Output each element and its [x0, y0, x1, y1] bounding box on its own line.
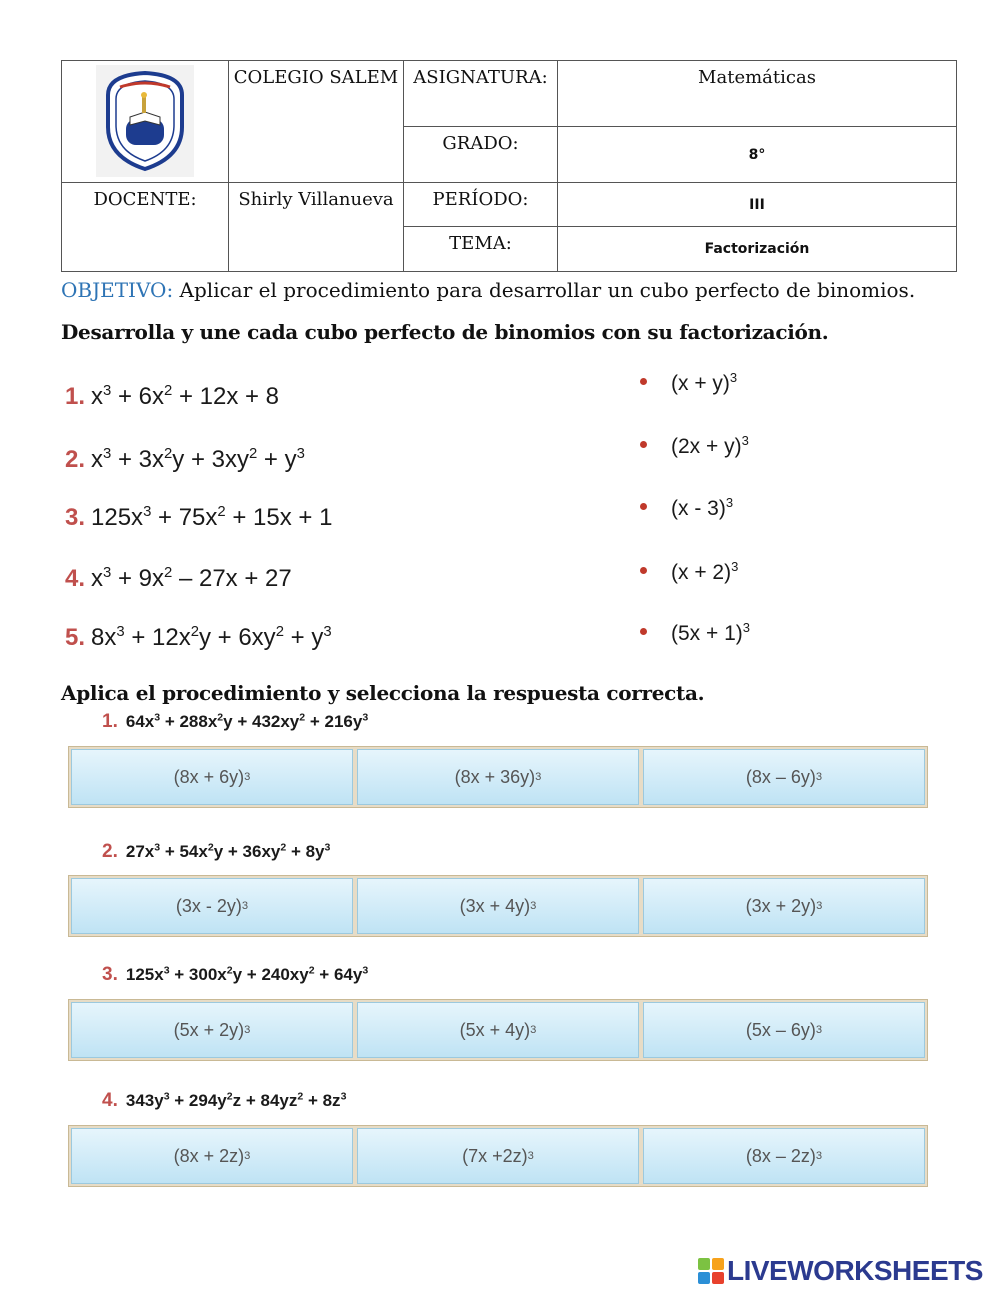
match-option-1[interactable] [640, 372, 737, 396]
exponent: 3 [154, 841, 161, 854]
exponent: 2 [217, 711, 224, 724]
match-option-3[interactable] [640, 497, 733, 521]
mark-tile [712, 1258, 724, 1270]
exponent: 2 [164, 446, 173, 462]
exponent: 2 [280, 841, 287, 854]
term: + 3x [111, 446, 164, 473]
answer-row-3 [68, 999, 928, 1061]
answer-button[interactable]: (5x + 4y) 3 [357, 1002, 639, 1058]
mark-tile [698, 1272, 710, 1284]
item-number: 2. [65, 446, 86, 473]
term: z + 84yz [232, 1091, 298, 1110]
exponent: 3 [340, 1090, 347, 1103]
answer-text: (5x + 2y) [173, 1019, 245, 1040]
term: – 27x + 27 [172, 565, 292, 592]
exponent: 2 [226, 1090, 233, 1103]
item-number: 1. [65, 383, 86, 410]
exponent: 3 [741, 433, 749, 448]
exponent: 3 [362, 711, 369, 724]
exponent: 2 [164, 383, 173, 399]
answer-button[interactable]: (8x – 2z) 3 [643, 1128, 925, 1184]
subject-value: Matemáticas [558, 61, 957, 127]
choice-title: Aplica el procedimiento y selecciona la respuesta correcta. [61, 681, 705, 705]
exponent: 3 [362, 964, 369, 977]
school-name: COLEGIO SALEM [229, 61, 404, 183]
school-logo-cell [62, 61, 229, 183]
bullet-icon [640, 441, 647, 448]
answer-text: (5x – 6y) [745, 1019, 816, 1040]
exponent: 3 [103, 383, 112, 399]
matching-item-2 [65, 446, 305, 474]
term: + 300x [169, 965, 227, 984]
matching-item-5 [65, 624, 332, 652]
topic-value: Factorización [558, 227, 957, 272]
answer-row-1 [68, 746, 928, 808]
term: + 54x [160, 842, 208, 861]
bullet-icon [640, 628, 647, 635]
exponent: 3 [731, 559, 739, 574]
exponent: 3 [163, 964, 170, 977]
answer-row-4 [68, 1125, 928, 1187]
subject-label: ASIGNATURA: [404, 61, 558, 127]
exponent: 2 [164, 565, 173, 581]
period-label: PERÍODO: [404, 183, 558, 227]
answer-button[interactable]: (8x + 6y) 3 [71, 749, 353, 805]
term: + 294y [169, 1091, 227, 1110]
answer-text: (8x + 6y) [173, 766, 245, 787]
question-4 [102, 1090, 346, 1112]
answer-text: (7x +2z) [462, 1145, 528, 1166]
exponent: 3 [742, 620, 751, 635]
exponent: 3 [163, 1090, 170, 1103]
exponent: 2 [308, 964, 315, 977]
bullet-icon [640, 378, 647, 385]
exponent: 2 [190, 624, 199, 640]
term: y + 240xy [232, 965, 309, 984]
item-number: 4. [65, 565, 86, 592]
answer-button[interactable]: (8x + 36y) 3 [357, 749, 639, 805]
bullet-icon [640, 503, 647, 510]
exponent: 3 [324, 841, 331, 854]
term: + 6x [111, 383, 164, 410]
term: + 12x [124, 624, 191, 651]
term: 64x [125, 712, 155, 731]
term: 125x [91, 504, 144, 531]
exponent: 3 [725, 495, 734, 510]
grade-value: 8° [558, 127, 957, 183]
exponent: 2 [248, 446, 258, 462]
objective [61, 278, 915, 302]
answer-button[interactable]: (3x + 4y) 3 [357, 878, 639, 934]
matching-title: Desarrolla y une cada cubo perfecto de binomios con su factorización. [61, 320, 829, 344]
answer-button[interactable]: (8x – 6y) 3 [643, 749, 925, 805]
exponent: 2 [217, 504, 226, 520]
answer-text: (3x - 2y) [175, 895, 242, 916]
answer-text: (8x + 2z) [173, 1145, 245, 1166]
exponent: 3 [103, 446, 112, 462]
answer-text: (8x + 36y) [454, 766, 536, 787]
option-text: (x - 3) [671, 497, 726, 520]
option-text: (x + 2) [671, 561, 732, 584]
term: + 288x [160, 712, 218, 731]
match-option-5[interactable] [640, 622, 750, 646]
exponent: 2 [226, 964, 233, 977]
answer-text: (8x – 2z) [745, 1145, 816, 1166]
exponent: 2 [299, 711, 306, 724]
exponent: 2 [275, 624, 284, 640]
item-number: 5. [65, 624, 86, 651]
term: + 15x + 1 [225, 504, 333, 531]
answer-button[interactable]: (8x + 2z) 3 [71, 1128, 353, 1184]
topic-label: TEMA: [404, 227, 558, 272]
liveworksheets-mark-icon [698, 1258, 724, 1284]
question-3 [102, 964, 368, 986]
objective-text: Aplicar el procedimiento para desarrollar un cubo perfecto de binomios. [173, 278, 916, 302]
answer-button[interactable]: (5x – 6y) 3 [643, 1002, 925, 1058]
term: 125x [125, 965, 164, 984]
answer-text: (8x – 6y) [745, 766, 816, 787]
term: x [91, 446, 104, 473]
exponent: 3 [103, 565, 112, 581]
liveworksheets-logo[interactable] [698, 1255, 983, 1287]
term: y + 36xy [213, 842, 281, 861]
term: + 216y [305, 712, 363, 731]
exponent: 3 [296, 446, 305, 462]
question-number: 1. [102, 711, 118, 732]
term: + 64y [314, 965, 363, 984]
term: + 8z [303, 1091, 341, 1110]
matching-item-3 [65, 504, 332, 532]
matching-item-4 [65, 565, 292, 593]
term: + y [283, 624, 324, 651]
exponent: 2 [207, 841, 214, 854]
exponent: 3 [154, 711, 161, 724]
term: 8x [91, 624, 117, 651]
brand-name: LIVEWORKSHEETS [727, 1255, 983, 1286]
option-text: (2x + y) [671, 435, 742, 458]
exponent: 2 [297, 1090, 304, 1103]
mark-tile [698, 1258, 710, 1270]
answer-text: (3x + 4y) [459, 895, 531, 916]
term: + 12x + 8 [172, 383, 280, 410]
header-table [61, 60, 957, 272]
grade-label: GRADO: [404, 127, 558, 183]
exponent: 3 [143, 504, 152, 520]
exponent: 3 [729, 370, 738, 385]
item-number: 3. [65, 504, 86, 531]
option-text: (5x + 1) [671, 622, 743, 645]
question-2 [102, 841, 330, 863]
answer-button[interactable]: (5x + 2y) 3 [71, 1002, 353, 1058]
school-crest-icon [96, 65, 194, 177]
match-option-2[interactable] [640, 435, 749, 459]
term: x [91, 383, 104, 410]
answer-text: (3x + 2y) [745, 895, 817, 916]
term: x [91, 565, 104, 592]
mark-tile [712, 1272, 724, 1284]
term: + 9x [111, 565, 164, 592]
matching-item-1 [65, 383, 279, 411]
teacher-label: DOCENTE: [62, 183, 229, 272]
term: y + 6xy [198, 624, 276, 651]
option-text: (x + y) [671, 372, 730, 395]
term: + 75x [151, 504, 218, 531]
term: 343y [125, 1091, 164, 1110]
answer-button[interactable]: (3x + 2y) 3 [643, 878, 925, 934]
answer-button[interactable]: (3x - 2y) 3 [71, 878, 353, 934]
answer-text: (5x + 4y) [459, 1019, 531, 1040]
question-number: 3. [102, 964, 118, 985]
term: + y [257, 446, 297, 473]
term: + 8y [286, 842, 325, 861]
question-number: 2. [102, 841, 118, 862]
period-value: III [558, 183, 957, 227]
exponent: 3 [323, 624, 332, 640]
term: 27x [125, 842, 155, 861]
match-option-4[interactable] [640, 561, 738, 585]
objective-label: OBJETIVO: [61, 278, 174, 302]
exponent: 3 [116, 624, 125, 640]
question-number: 4. [102, 1090, 118, 1111]
answer-button[interactable]: (7x +2z) 3 [357, 1128, 639, 1184]
teacher-value: Shirly Villanueva [229, 183, 404, 272]
answer-row-2 [68, 875, 928, 937]
term: y + 432xy [223, 712, 300, 731]
bullet-icon [640, 567, 647, 574]
question-1 [102, 711, 368, 733]
term: y + 3xy [172, 446, 249, 473]
